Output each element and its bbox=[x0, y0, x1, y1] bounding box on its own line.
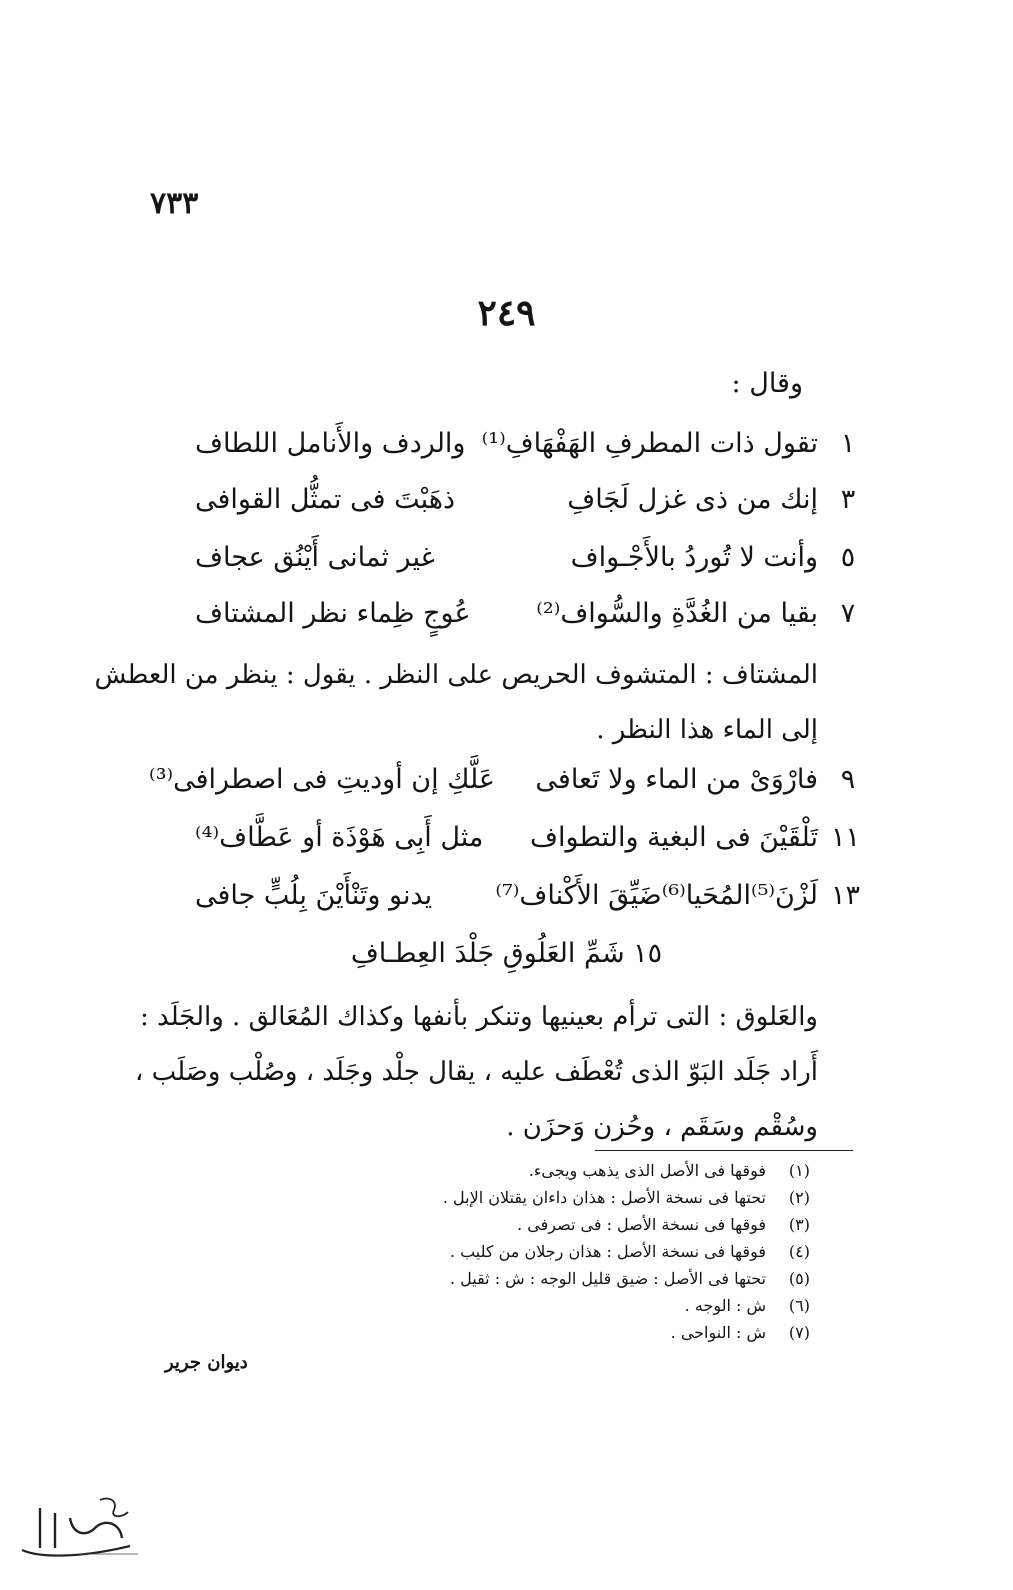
verse-number: ٥ bbox=[840, 542, 856, 573]
page-number: ٧٣٣ bbox=[150, 186, 199, 221]
footnote bbox=[380, 1184, 810, 1211]
verse-hemistich-second: والردف والأَنامل اللطاف bbox=[195, 428, 466, 459]
footnote-text: تحتها فى الأصل : ضيق قليل الوجه : ش : ثقيل . bbox=[449, 1269, 766, 1288]
verse-hemistich-second: عَلَّكِ إن أوديتِ فى اصطرافى⁽³⁾ bbox=[149, 764, 495, 795]
verse-line bbox=[195, 542, 860, 588]
gloss-line: وسُقْم وسَقَم ، وحُزن وَحزَن . bbox=[506, 1112, 818, 1142]
verse-line-centered: ١٥ شَمِّ العَلُوقِ جَلْدَ العِطـافِ bbox=[350, 938, 663, 969]
verse-hemistich-first: تَلْقَيْنَ فى البغية والتطواف bbox=[530, 822, 818, 853]
verse-number: ٣ bbox=[840, 484, 856, 515]
verse-line bbox=[195, 484, 860, 530]
footnote-number: (٧) bbox=[788, 1323, 810, 1342]
footnote bbox=[380, 1238, 810, 1265]
verse-number: ١ bbox=[840, 428, 856, 459]
footnote bbox=[380, 1211, 810, 1238]
footnote-number: (٥) bbox=[788, 1269, 810, 1288]
verse-line bbox=[195, 822, 860, 868]
verse-hemistich-second: ذهَبْتَ فى تمثُّل القوافى bbox=[195, 484, 456, 515]
verse-hemistich-second: عُوجٍ ظِماء نظر المشتاف bbox=[195, 598, 471, 629]
footnote-text: فوقها فى الأصل الذى يذهب ويجىء. bbox=[528, 1161, 766, 1180]
footnote-text: فوقها فى نسخة الأصل : هذان رجلان من كليب . bbox=[449, 1242, 766, 1261]
verse-hemistich-first: فارْوَىْ من الماء ولا تَعافى bbox=[535, 764, 818, 795]
verse-hemistich-first: لَزْنَ⁽⁵⁾المُحَيا⁽⁶⁾ضَيِّقَ الأَكْناف⁽⁷⁾ bbox=[495, 880, 818, 911]
footnote bbox=[380, 1265, 810, 1292]
verse-hemistich-first: بقيا من الغُدَّةِ والسُّواف⁽²⁾ bbox=[536, 598, 818, 629]
calligraphy-stamp-icon bbox=[10, 1488, 150, 1568]
footnote-text: فوقها فى نسخة الأصل : فى تصرفى . bbox=[517, 1215, 766, 1234]
footnote-number: (٦) bbox=[788, 1296, 810, 1315]
verse-line bbox=[195, 880, 860, 926]
footer-book-title: ديوان جرير bbox=[165, 1352, 248, 1373]
verse-hemistich-second: مثل أَبِى هَوْذَة أو عَطَّاف⁽⁴⁾ bbox=[195, 822, 484, 853]
verse-number: ٧ bbox=[840, 598, 856, 629]
verse-number: ١١ bbox=[830, 822, 860, 853]
gloss-line: أَراد جَلَد البَوّ الذى تُعْطَف عليه ، يقال جلْد وجَلَد ، وصُلْب وصَلَب ، bbox=[135, 1057, 818, 1087]
gloss-paragraph bbox=[94, 648, 818, 758]
verse-hemistich-first: إنك من ذى غزل لَجَافِ bbox=[567, 484, 818, 515]
intro-text: وقال : bbox=[731, 368, 803, 399]
footnotes bbox=[380, 1157, 810, 1346]
verse-hemistich-second: غير ثمانى أَيْنُق عجاف bbox=[195, 542, 435, 573]
footnote-number: (٢) bbox=[788, 1188, 810, 1207]
footnote-text: ش : الوجه . bbox=[684, 1296, 766, 1315]
footnote bbox=[380, 1292, 810, 1319]
gloss-paragraph bbox=[135, 990, 818, 1155]
gloss-line: المشتاف : المتشوف الحريص على النظر . يقول : ينظر من العطش bbox=[94, 660, 818, 690]
verse-line bbox=[149, 764, 860, 810]
verse-hemistich-second: يدنو وتَنْأَيْنَ بِلُبٍّ جافى bbox=[195, 880, 433, 911]
verse-line bbox=[195, 428, 860, 474]
verse-line bbox=[195, 598, 860, 644]
footnote bbox=[380, 1157, 810, 1184]
footnote-number: (٤) bbox=[788, 1242, 810, 1261]
poem-number: ٢٤٩ bbox=[477, 292, 536, 334]
footnote bbox=[380, 1319, 810, 1346]
verse-hemistich-first: وأنت لا تُوردُ بالأَجْـواف bbox=[570, 542, 818, 573]
footnote-number: (٣) bbox=[788, 1215, 810, 1234]
footnote-text: تحتها فى نسخة الأصل : هذان داءان يقتلان الإبل . bbox=[442, 1188, 766, 1207]
gloss-line: والعَلوق : التى ترأم بعينيها وتنكر بأنفها وكذاك المُعَالق . والجَلَد : bbox=[140, 1002, 818, 1032]
footnote-text: ش : النواحى . bbox=[670, 1323, 766, 1342]
verse-number: ١٣ bbox=[830, 880, 860, 911]
footnote-number: (١) bbox=[788, 1161, 810, 1180]
verse-number: ٩ bbox=[840, 764, 856, 795]
gloss-line: إلى الماء هذا النظر . bbox=[596, 715, 818, 745]
footnote-separator bbox=[595, 1150, 853, 1151]
verse-hemistich-first: تقول ذات المطرفِ الهَفْهَافِ⁽¹⁾ bbox=[481, 428, 818, 459]
